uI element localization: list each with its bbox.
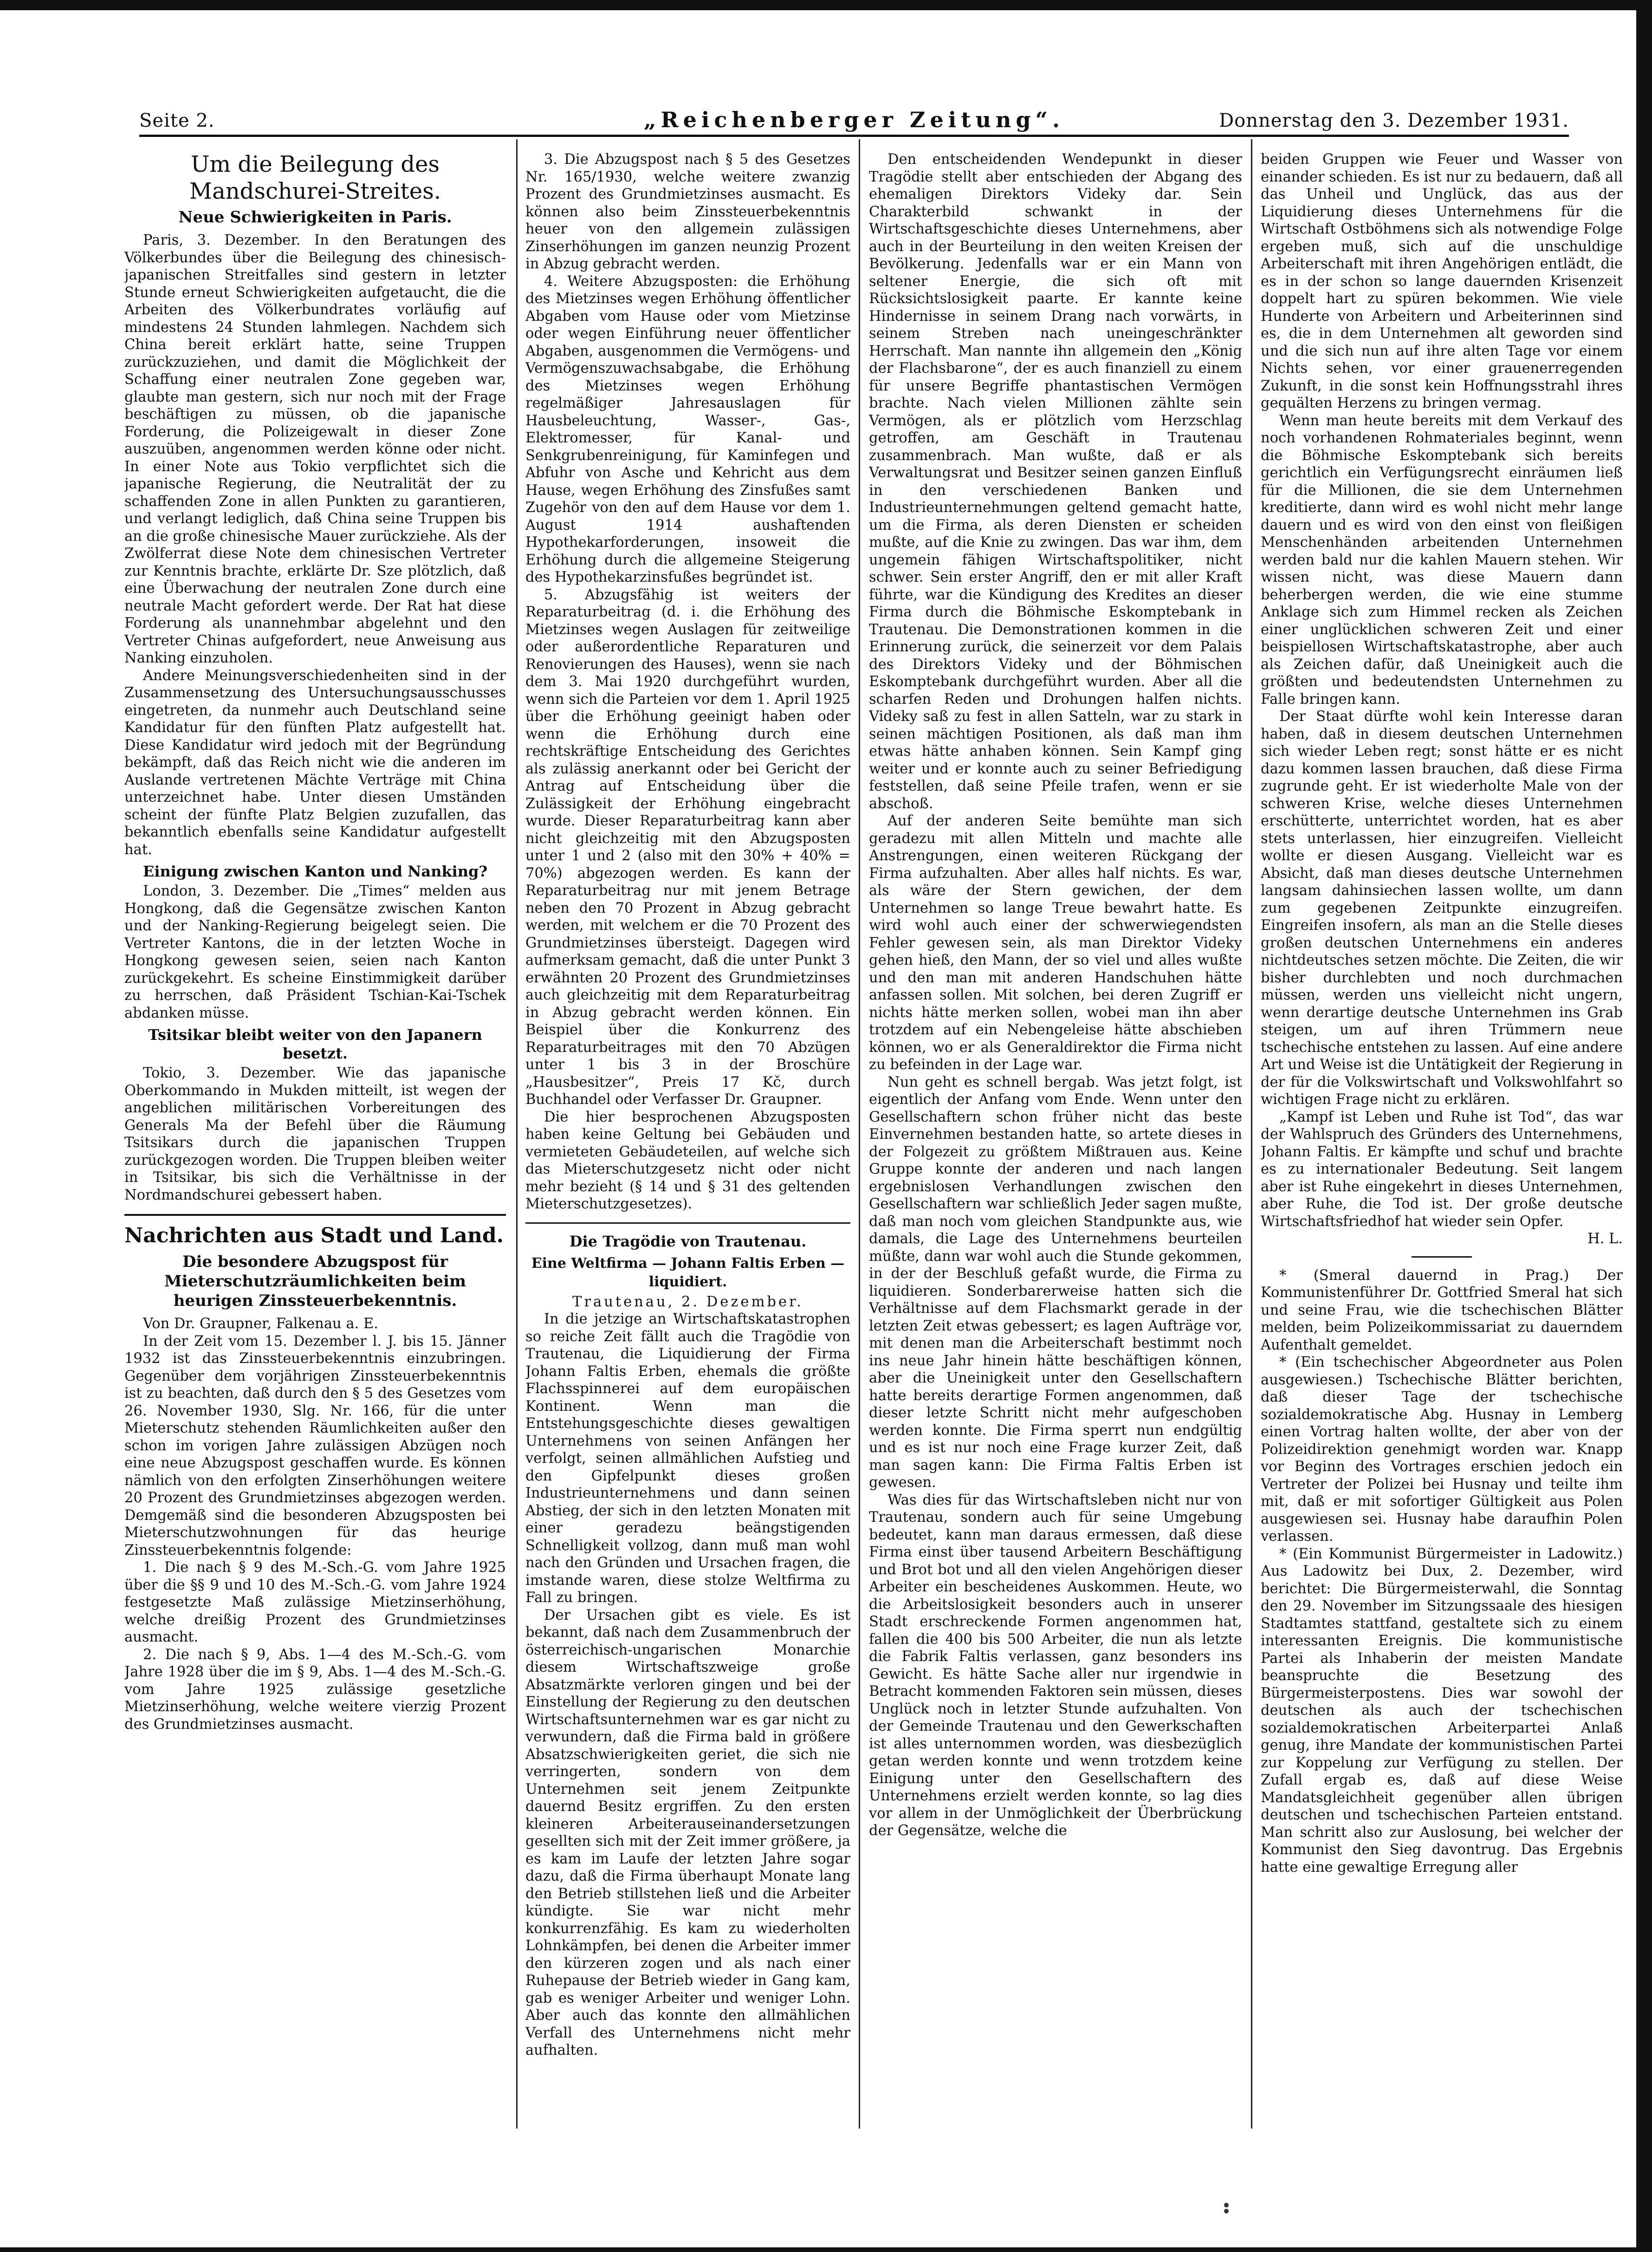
article-paragraph: 2. Die nach § 9, Abs. 1—4 des M.-Sch.-G. vom Jahre 1928 über die im § 9, Abs. 1—4 des M.-Sch.-G. vom Jahre 1925 zulässige gesetzliche Mietzinserhöhung, welche weitere vierzig Prozent des Grundmietzinses ausmacht. [124, 1646, 506, 1733]
article-paragraph: 3. Die Abzugspost nach § 5 des Gesetzes Nr. 165/1930, welche weitere zwanzig Prozent des Grundmietzinses ausmacht. Es können also beim Zinssteuerbekenntnis heuer von den allgemein zulässigen Zinserhöhungen im ganzen neunzig Prozent in Abzug gebracht werden. [525, 151, 850, 272]
article-paragraph: In der Zeit vom 15. Dezember l. J. bis 15. Jänner 1932 ist das Zinssteuerbekenntnis einzubringen. Gegenüber dem vorjährigen Zinssteuerbekenntnis ist zu beachten, daß durch den § 5 des Gesetzes vom 26. November 1930, Slg. Nr. 166, für die unter Mieterschutz stehenden Räumlichkeiten außer den schon im vorigen Jahre zulässigen Abzügen noch eine neue Abzugspost geschaffen wurde. Es können nämlich von den erfolgten Zinserhöhungen weitere 20 Prozent des Grundmietzinses abgezogen werden. Demgemäß sind die besonderen Abzugsposten bei Mieterschutzwohnungen für das heurige Zinssteuerbekenntnis folgende: [124, 1333, 506, 1558]
headline-tragoedie-trautenau: Die Tragödie von Trautenau. [569, 1232, 807, 1250]
page-header [139, 104, 1569, 137]
column-divider [516, 139, 518, 2129]
news-item-ladowitz: * (Ein Kommunist Bürgermeister in Ladowitz.) Aus Ladowitz bei Dux, 2. Dezember, wird berichtet: Die Bürgermeisterwahl, die Sonntag den 29. November im Sitzungssaale des hiesigen Stadtamtes stattfand, gestaltete sich zu einem interessanten Ereignis. Die kommunistische Partei als Inhaberin der meisten Mandate beanspruchte die Besetzung des Bürgermeisterpostens. Dies war sowohl der deutschen als auch der tschechischen sozialdemokratischen Arbeiterpartei Anlaß genug, ihre Mandate der kommunistischen Partei zur Koppelung zur Verfügung zu stellen. Der Zufall ergab es, daß auf diese Weise Mandatsgleichheit gegenüber allen übrigen deutschen und tschechischen Parteien entstand. Man schritt also zur Auslosung, bei welcher der Kommunist den Sieg davontrug. Das Ergebnis hatte eine gewaltige Erregung aller [1261, 1545, 1623, 1876]
article-title-mandschurei: Um die Beilegung des Mandschurei-Streites. [189, 151, 441, 204]
article-paragraph: Tokio, 3. Dezember. Wie das japanische Oberkommando in Mukden mitteilt, ist wegen der angeblichen militärischen Vorbereitungen des Generals Ma der Befehl über die Räumung Tsitsikars durch die japanischen Truppen zurückgezogen worden. Die Truppen bleiben weiter in Tsitsikar, bis sich die Verhältnisse in der Nordmandschurei gebessert haben. [124, 1065, 506, 1203]
article-paragraph: Der Ursachen gibt es viele. Es ist bekannt, daß nach dem Zusammenbruch der österreichisch-ungarischen Monarchie diesem Wirtschaftszweige große Absatzmärkte verloren gingen und bei der Einstellung der Regierung zu den deutschen Wirtschaftsunternehmen war es gar nicht zu verwundern, daß die Firma bald in größere Absatzschwierigkeiten geriet, die sich nie verringerten, sondern von dem Unternehmen seit jenem Zeitpunkte dauernd Besitz ergriffen. Zu den ersten kleineren Arbeiterauseinandersetzungen gesellten sich mit der Zeit immer größere, ja es kam im Laufe der letzten Jahre sogar dazu, daß die Firma überhaupt Monate lang den Betrieb stillstehen ließ und die Arbeiter kündigte. Sie war nicht mehr konkurrenzfähig. Es kam zu wiederholten Lohnkämpfen, bei denen die Arbeiter immer den kürzeren zogen und als nach einer Ruhepause der Betrieb wieder in Gang kam, gab es weniger Arbeiter und weniger Lohn. Aber auch das konnte den allmählichen Verfall des Unternehmens nicht mehr aufhalten. [525, 1607, 850, 2058]
article-paragraph: Wenn man heute bereits mit dem Verkauf des noch vorhandenen Rohmateriales beginnt, wenn die Böhmische Eskomptebank sich bereits gerichtlich ein Verfügungsrecht einräumen ließ für die Millionen, die sie dem Unternehmen kreditierte, dann wird es wohl nicht mehr lange dauern und es wird von den einst von fleißigen Menschenhänden arbeitenden Unternehmen werden bald nur die kahlen Mauern stehen. Wir wissen nicht, was diese Mauern dann beherbergen werden, die wie eine stumme Anklage sich zum Himmel recken als Zeichen einer unglücklichen schweren Zeit und einer beispiellosen Wirtschaftskatastrophe, aber auch als Zeichen dafür, daß Uneinigkeit auch die größten und bedeutendsten Unternehmen zu Falle bringen kann. [1261, 412, 1623, 707]
article-paragraph: Der Staat dürfte wohl kein Interesse daran haben, daß in diesem deutschen Unternehmen sich wieder Leben regt; sonst hätte er es nicht dazu kommen lassen brauchen, daß diese Firma zugrunde geht. Er ist wiederholte Male von der schweren Krise, welche dieses Unternehmen erschütterte, unterrichtet worden, hat es aber stets unterlassen, hier einzugreifen. Vielleicht wollte er diesen Ausgang. Vielleicht war es Absicht, daß man dieses deutsche Unternehmen langsam dahinsiechen lassen wollte, um dann zum gegebenen Zeitpunkte einzugreifen. Eingreifen insofern, als man an die Stelle dieses großen deutschen Unternehmens ein anderes nichtdeutsches setzen möchte. Die Zeiten, die wir bisher durchlebten und noch durchmachen müssen, werden uns vielleicht nicht ungern, wenn derartige deutsche Unternehmen ins Grab steigen, um auf ihren Trümmern neue tschechische entstehen zu lassen. Auf eine andere Art und Weise ist die Untätigkeit der Regierung in der für die Volkswirtschaft und Volkswohlfahrt so wichtigen Frage nicht zu erklären. [1261, 708, 1623, 1108]
article-subtitle: Neue Schwierigkeiten in Paris. [178, 208, 452, 227]
column-2 [525, 151, 850, 2126]
page-number: Seite 2. [139, 110, 215, 131]
header-rule [139, 135, 1569, 137]
issue-date: Donnerstag den 3. Dezember 1931. [1219, 110, 1569, 131]
article-paragraph: „Kampf ist Leben und Ruhe ist Tod“, das war der Wahlspruch des Gründers des Unternehmens, Johann Faltis. Er kämpfte und schuf und brachte es zu internationaler Bedeutung. Seit langem aber ist Ruhe eingekehrt in dieses Unternehmen, aber Ruhe, die Tod ist. Der große deutsche Wirtschaftsfriedhof hat wieder sein Opfer. [1261, 1109, 1623, 1230]
scan-border-top [0, 0, 1652, 10]
article-paragraph: Paris, 3. Dezember. In den Beratungen des Völkerbundes über die Beilegung des chinesisch-japanischen Streitfalles sind gestern in letzter Stunde erneut Schwierigkeiten aufgetaucht, die die Arbeiten des Völkerbundrates vorläufig auf mindestens 24 Stunden lahmlegen. Nachdem sich China bereit erklärt hatte, seine Truppen zurückzuziehen, und damit die Möglichkeit der Schaffung einer neutralen Zone gegeben war, glaubte man gestern, sich nur noch mit der Frage beschäftigen zu müssen, ob die japanische Forderung, die Polizeigewalt in dieser Zone auszuüben, angenommen werden könne oder nicht. In einer Note aus Tokio verpflichtet sich die japanische Regierung, die Neutralität der zu schaffenden Zone in allen Punkten zu garantieren, und verlangt lediglich, daß China seine Truppen bis an die große chinesische Mauer zurückziehe. Als der Zwölferrat diese Note dem chinesischen Vertreter zur Kenntnis brachte, erklärte Dr. Sze plötzlich, daß eine Überwachung der neutralen Zone durch eine neutrale Macht gefordert werde. Der Rat hat diese Forderung als unannehmbar abgelehnt und den Vertreter Chinas aufgefordert, neue Anweisung aus Nanking einzuholen. [124, 232, 506, 666]
column-3 [869, 151, 1242, 2126]
article-paragraph: Nun geht es schnell bergab. Was jetzt folgt, ist eigentlich der Anfang vom Ende. Wenn unter den Gesellschaftern schon früher nicht das beste Einvernehmen bestanden hatte, so artete dieses in der Folgezeit zu größtem Mißtrauen aus. Keine Gruppe konnte der anderen und nach langen ergebnislosen Verhandlungen zwischen den Gesellschaftern war schließlich Jeder sagen mußte, daß man noch vom gleichen Standpunkte aus, wie damals, die Lage des Unternehmens beurteilen müßte, dann war wohl auch die Stunde gekommen, in der der Beschluß gefaßt wurde, die Firma zu liquidieren. Sonderbarerweise hatten sich die Verhältnisse auf dem Flachsmarkt gerade in der letzten Zeit etwas gebessert; es lagen Aufträge vor, mit denen man die Arbeiterschaft bestimmt noch ins neue Jahr hinein hätte beschäftigen können, aber die Uneinigkeit unter den Gesellschaftern hatte bereits derartige Formen angenommen, daß dieser letzte Schritt nicht mehr aufgeschoben werden konnte. Die Firma sperrt nun endgültig und es ist nur noch eine Frage kurzer Zeit, daß man sagen kann: Die Firma Faltis Erben ist gewesen. [869, 1074, 1242, 1491]
article-end-rule [1412, 1256, 1472, 1258]
article-paragraph: In die jetzige an Wirtschaftskatastrophen so reiche Zeit fällt auch die Tragödie von Trautenau, die Liquidierung der Firma Johann Faltis Erben, ehemals die größte Flachsspinnerei auf dem europäischen Kontinent. Wenn man die Entstehungsgeschichte dieses gewaltigen Unternehmens von seinen Anfängen her verfolgt, seinen allmählichen Aufstieg und den Gipfelpunkt dieses großen Industrieunternehmens und dann seinen Abstieg, der sich in den letzten Monaten mit einer geradezu beängstigenden Schnelligkeit vollzog, dann muß man wohl nach den Gründen und Ursachen fragen, die imstande waren, diese stolze Weltfirma zu Fall zu bringen. [525, 1311, 850, 1606]
punctuation-mark [1223, 2201, 1230, 2222]
newspaper-title: „Reichenberger Zeitung“. [643, 107, 1065, 132]
article-paragraph: London, 3. Dezember. Die „Times“ melden aus Hongkong, daß die Gegensätze zwischen Kanton und der Nanking-Regierung beigelegt seien. Die Vertreter Kantons, die in der letzten Woche in Hongkong gewesen seien, seien nach Kanton zurückgekehrt. Es scheine Einstimmigkeit darüber zu herrschen, daß Präsident Tschian-Kai-Tschek abdanken müsse. [124, 883, 506, 1021]
article-paragraph: Die hier besprochenen Abzugsposten haben keine Geltung bei Gebäuden und vermieteten Gebäudeteilen, auf welche sich das Mieterschutzgesetz nicht oder nicht mehr bezieht (§ 14 und § 31 des geltenden Mieterschutzgesetzes). [525, 1109, 850, 1212]
article-paragraph: Andere Meinungsverschiedenheiten sind in der Zusammensetzung des Untersuchungsausschusses eingetreten, da nunmehr auch Deutschland seine Kandidatur für den fünften Platz aufgestellt hat. Diese Kandidatur wird jedoch mit der Begründung bekämpft, daß das Reich nicht wie die anderen im Auslande vertretenen Mächte Verträge mit China unterzeichnet habe. Unter diesen Umständen scheint der fünfte Platz Belgien zuzufallen, das bekanntlich ebenfalls seine Kandidatur aufgestellt hat. [124, 667, 506, 858]
article-paragraph: Auf der anderen Seite bemühte man sich geradezu mit allen Mitteln und machte alle Anstrengungen, einen weiteren Rückgang der Firma aufzuhalten. Aber alles half nichts. Es war, als wäre der Stern gewichen, der dem Unternehmen so lange Treue bewahrt hatte. Es wird wohl auch einer der schwerwiegendsten Fehler gewesen sein, als man Direktor Videky gehen hieß, den Mann, der so viel und alles wußte und den man mit anderen Handschuhen hätte anfassen sollen. Mit solchen, bei deren Zugriff er nichts hätte merken sollen, wobei man ihn aber trotzdem auf ein Nebengeleise hätte abschieben können, wo er als Generaldirektor die Firma nicht zu befeinden in der Lage war. [869, 813, 1242, 1073]
column-divider [1251, 139, 1252, 2129]
article-paragraph: 4. Weitere Abzugsposten: die Erhöhung des Mietzinses wegen Erhöhung öffentlicher Abgaben vom Hause oder vom Mietzinse oder wegen Einführung neuer öffentlicher Abgaben, ausgenommen die Vermögens- und Vermögenszuwachsabgabe, die Erhöhung des Mietzinses wegen Erhöhung regelmäßiger Jahresauslagen für Hausbeleuchtung, Wasser-, Gas-, Elektromesser, für Kanal- und Senkgrubenreinigung, für Kaminfegen und Abfuhr von Asche und Kehricht aus dem Hause, wegen Erhöhung des Zinsfußes samt Zugehör von den auf dem Hause vor dem 1. August 1914 aushaftenden Hypothekarforderungen, insoweit die Erhöhung durch die allgemeine Steigerung des Hypothekarzinsfußes begründet ist. [525, 273, 850, 585]
headline-weltfirma-faltis: Eine Weltfirma — Johann Faltis Erben — liquidiert. [531, 1255, 845, 1290]
article-paragraph: Was dies für das Wirtschaftsleben nicht nur von Trautenau, sondern auch für seine Umgebung bedeutet, kann man daraus ermessen, daß diese Firma einst über tausend Arbeitern Beschäftigung und Brot bot und all den vielen Angehörigen dieser Arbeiter ein bescheidenes Auskommen. Heute, wo die Arbeitslosigkeit besonders auch in unserer Stadt erschreckende Formen angenommen hat, fallen die 400 bis 500 Arbeiter, die nun als letzte die Fabrik Faltis verlassen, ganz besonders ins Gewicht. Es hätte Sache aller nur irgendwie in Betracht kommenden Faktoren sein müssen, dieses Unglück noch in letzter Stunde aufzuhalten. Von der Gemeinde Trautenau und den Gewerkschaften ist alles unternommen worden, was diesbezüglich getan werden konnte und wenn trotzdem keine Einigung unter den Gesellschaftern des Unternehmens erzielt werden konnte, so lag dies vor allem in der Unmöglichkeit der Überbrückung der Gegensätze, welche die [869, 1492, 1242, 1839]
headline-tsitsikar: Tsitsikar bleibt weiter von den Japanern besetzt. [148, 1026, 482, 1062]
section-heading-stadt-land: Nachrichten aus Stadt und Land. [124, 1224, 504, 1247]
column-1 [124, 151, 506, 2126]
article-paragraph: beiden Gruppen wie Feuer und Wasser von einander schieden. Es ist nur zu bedauern, daß all das Unheil und Unglück, das aus der Liquidierung dieses Unternehmens für die Wirtschaft Ostböhmens sich als notwendige Folge ergeben muß, sich auf die unschuldige Arbeiterschaft mit ihren Angehörigen entlädt, die es in der schon so lange dauernden Krisenzeit doppelt hart zu spüren bekommen. Wie viele Hunderte von Arbeitern und Arbeiterinnen sind es, die in dem Unternehmen alt geworden sind und die sich nun auf ihre alten Tage vor einem Nichts sehen, vor einer grauenerregenden Zukunft, in die sonst kein Hoffnungsstrahl ihres gequälten Herzens zu bringen vermag. [1261, 151, 1623, 411]
headline-kanton-nanking: Einigung zwischen Kanton und Nanking? [143, 863, 488, 880]
column-divider [859, 139, 860, 2129]
column-4 [1261, 151, 1623, 2126]
author-signature: H. L. [1587, 1231, 1623, 1247]
byline: Von Dr. Graupner, Falkenau a. E. [143, 1316, 378, 1332]
article-paragraph: 1. Die nach § 9 des M.-Sch.-G. vom Jahre 1925 über die §§ 9 und 10 des M.-Sch.-G. vom Jahre 1924 festgesetzte Maß zulässige Mietzinserhöhung, welche dreißig Prozent des Grundmietzinses ausmacht. [124, 1559, 506, 1645]
article-paragraph: 5. Abzugsfähig ist weiters der Reparaturbeitrag (d. i. die Erhöhung des Mietzinses wegen Auslagen für zeitweilige oder außerordentliche Reparaturen und Renovierungen des Hauses), wenn sie nach dem 3. Mai 1920 durchgeführt wurden, wenn sich die Parteien vor dem 1. April 1925 über die Erhöhung geeinigt haben oder wenn die Erhöhung durch eine rechtskräftige Entscheidung des Gerichtes als zulässig anerkannt oder bei Gericht der Antrag auf Entscheidung über die Zulässigkeit der Erhöhung eingebracht wurde. Dieser Reparaturbeitrag kann aber nicht gleichzeitig mit den Abzugsposten unter 1 und 2 (also mit den 30% + 40% = 70%) abgezogen werden. Es kann der Reparaturbeitrag nur mit jenem Betrage neben den 70 Prozent in Abzug gebracht werden, mit welchem er die 70 Prozent des Grundmietzinses übersteigt. Dagegen wird aufmerksam gemacht, daß die unter Punkt 3 erwähnten 20 Prozent des Grundmietzinses auch gleichzeitig mit dem Reparaturbeitrag in Abzug gebracht werden können. Ein Beispiel über die Konkurrenz des Reparaturbeitrages mit den 70 Abzügen unter 1 bis 3 in der Broschüre „Hausbesitzer“, Preis 17 Kč, durch Buchhandel oder Verfasser Dr. Graupner. [525, 586, 850, 1108]
article-paragraph: Den entscheidenden Wendepunkt in dieser Tragödie stellt aber entschieden der Abgang des ehemaligen Direktors Videky dar. Sein Charakterbild schwankt in der Wirtschaftsgeschichte dieses Unternehmens, aber auch in der Beurteilung in den weiten Kreisen der Bevölkerung. Jedenfalls war er ein Mann von seltener Energie, die sich oft mit Rücksichtslosigkeit paarte. Er kannte keine Hindernisse in seinem Drang nach vorwärts, in seinem Streben nach uneingeschränkter Herrschaft. Man nannte ihn allgemein den „König der Flachsbarone“, der es auch finanziell zu einem für unsere Begriffe phantastischen Vermögen brachte. Nach vielen Millionen zählte sein Vermögen, als er plötzlich vom Herzschlag getroffen, am Geschäft in Trautenau zusammenbrach. Man wußte, daß er als Verwaltungsrat und Besitzer seinen ganzen Einfluß in den verschiedenen Banken und Industrieunternehmungen geltend gemacht hatte, um die Firma, als deren Diensten er scheiden mußte, auf die Knie zu zwingen. Das war ihm, dem ungemein fähigen Wirtschaftspolitiker, nicht schwer. Sein erster Angriff, den er mit aller Kraft führte, war die Kündigung des Kredites an dieser Firma durch die Böhmische Eskomptebank in Trautenau. Die Demonstrationen kommen in die Erinnerung zurück, die seinerzeit vor dem Palais des Direktors Videky und der Böhmischen Eskomptebank durchgeführt wurden. Aber all die scharfen Reden und Drohungen halfen nichts. Videky saß zu fest in allen Satteln, war zu stark in seinen mächtigen Positionen, als daß man ihm etwas hätte anhaben können. Sein Kampf ging weiter und er konnte auch zu seiner Befriedigung feststellen, daß seine Pfeile trafen, wenn er sie abschoß. [869, 151, 1242, 812]
section-rule [525, 1222, 850, 1224]
news-item-smeral: * (Smeral dauernd in Prag.) Der Kommunistenführer Dr. Gottfried Smeral hat sich und seine Frau, wie die tschechischen Blätter melden, beim Polizeikommissariat zu dauerndem Aufenthalt gemeldet. [1261, 1267, 1623, 1353]
scan-border-bottom [0, 2247, 1652, 2252]
headline-abzugspost: Die besondere Abzugspost für Mieterschutzräumlichkeiten beim heurigen Zinssteuerbekenntnis. [164, 1253, 466, 1310]
scan-border-right [1636, 0, 1652, 2252]
dateline: Trautenau, 2. Dezember. [572, 1293, 803, 1310]
news-item-husnay: * (Ein tschechischer Abgeordneter aus Polen ausgewiesen.) Tschechische Blätter berichten, daß dieser Tage der tschechische sozialdemokratische Abg. Husnay in Lemberg einen Vortrag halten wollte, der aber von der Polizeidirektion genehmigt worden war. Knapp vor Beginn des Vortrages erschien jedoch ein Vertreter der Polizei bei Husnay und teilte ihm mit, daß er mit sofortiger Gültigkeit aus Polen ausgewiesen sei. Husnay habe daraufhin Polen verlassen. [1261, 1354, 1623, 1545]
section-rule [124, 1214, 506, 1216]
